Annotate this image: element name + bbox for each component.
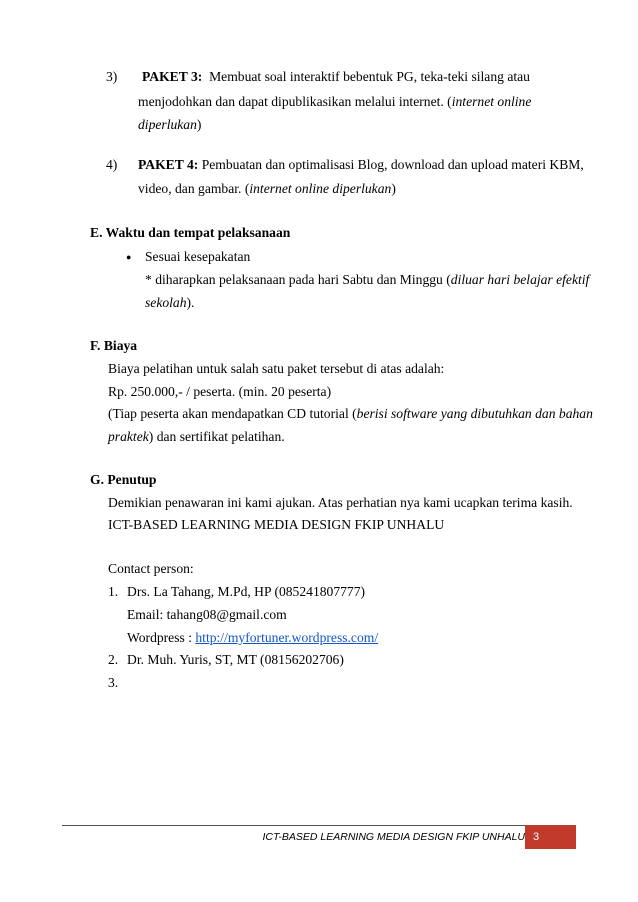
contact-2-text: Dr. Muh. Yuris, ST, MT (08156202706) <box>127 652 344 667</box>
paket4-text1: Pembuatan dan optimalisasi Blog, download dan upload materi KBM, <box>201 157 584 172</box>
wordpress-label: Wordpress : <box>127 630 196 645</box>
paket4-close: ) <box>391 181 396 196</box>
wordpress-link[interactable]: http://myfortuner.wordpress.com/ <box>195 630 379 645</box>
section-e-note-close: ). <box>186 295 195 310</box>
paket4-title: PAKET 4: <box>138 157 199 172</box>
paket4-line2 <box>138 181 396 197</box>
contact-1-email: Email: tahang08@gmail.com <box>127 607 287 622</box>
footer-divider <box>62 825 538 826</box>
section-e-heading <box>90 225 290 241</box>
section-f-line3 <box>108 406 593 422</box>
section-g-line1: Demikian penawaran ini kami ajukan. Atas perhatian nya kami ucapkan terima kasih. <box>108 495 573 510</box>
bullet-icon: ● <box>126 252 132 262</box>
paket4-note: internet online diperlukan <box>249 181 392 196</box>
contact-label: Contact person: <box>108 561 194 576</box>
section-e-note-italic-a: diluar hari belajar efektif <box>450 272 590 287</box>
contact-1-wordpress <box>127 630 378 646</box>
paket3-note-b: diperlukan <box>138 117 197 132</box>
paket3-text2: menjodohkan dan dapat dipublikasikan melalui internet. ( <box>138 94 452 109</box>
section-e-bullet-text: Sesuai kesepakatan <box>145 249 251 264</box>
section-g-heading <box>90 472 156 488</box>
paket4-text2: video, dan gambar. ( <box>138 181 250 196</box>
list-number-3: 3) <box>106 69 118 84</box>
paket4-line1 <box>138 157 584 173</box>
paket3-note-a: internet online <box>451 94 532 109</box>
paket3-line1 <box>142 69 530 85</box>
contact-2-number: 2. <box>108 652 119 667</box>
paket3-close: ) <box>196 117 202 132</box>
section-f-line3-pre: (Tiap peserta akan mendapatkan CD tutorial ( <box>108 406 357 421</box>
paket3-title: PAKET 3: <box>142 69 203 84</box>
paket3-line2 <box>138 94 531 110</box>
contact-1-text: Drs. La Tahang, M.Pd, HP (085241807777) <box>127 584 366 599</box>
section-f-line3-italic: berisi software yang dibutuhkan dan bahan <box>356 406 593 421</box>
section-e-note-pre: * diharapkan pelaksanaan pada hari Sabtu dan Minggu ( <box>145 272 451 287</box>
section-f-line4 <box>108 429 285 445</box>
section-f-line4-italic: praktek <box>108 429 149 444</box>
list-number-4: 4) <box>106 157 118 172</box>
section-e-heading-text: E. Waktu dan tempat pelaksanaan <box>90 225 291 240</box>
section-g-line2: ICT-BASED LEARNING MEDIA DESIGN FKIP UNHALU <box>108 517 445 532</box>
section-g-heading-text: G. Penutup <box>90 472 157 487</box>
contact-1-number: 1. <box>108 584 119 599</box>
contact-3-number: 3. <box>108 675 119 690</box>
section-e-note-line1 <box>145 272 589 288</box>
footer-title: ICT-BASED LEARNING MEDIA DESIGN FKIP UNHALU <box>262 831 525 843</box>
section-f-line4-post: ) dan sertifikat pelatihan. <box>148 429 285 444</box>
section-f-line1: Biaya pelatihan untuk salah satu paket tersebut di atas adalah: <box>108 361 445 376</box>
paket3-line3 <box>138 117 201 133</box>
section-f-line2: Rp. 250.000,- / peserta. (min. 20 peserta) <box>108 384 332 399</box>
section-f-heading-text: F. Biaya <box>90 338 138 353</box>
page-number-badge <box>525 825 576 849</box>
section-f-heading <box>90 338 137 354</box>
page-number: 3 <box>533 831 540 843</box>
section-e-note-line2 <box>145 295 194 311</box>
section-e-note-italic-b: sekolah <box>145 295 187 310</box>
paket3-text1: Membuat soal interaktif bebentuk PG, teka-teki silang atau <box>209 69 530 84</box>
